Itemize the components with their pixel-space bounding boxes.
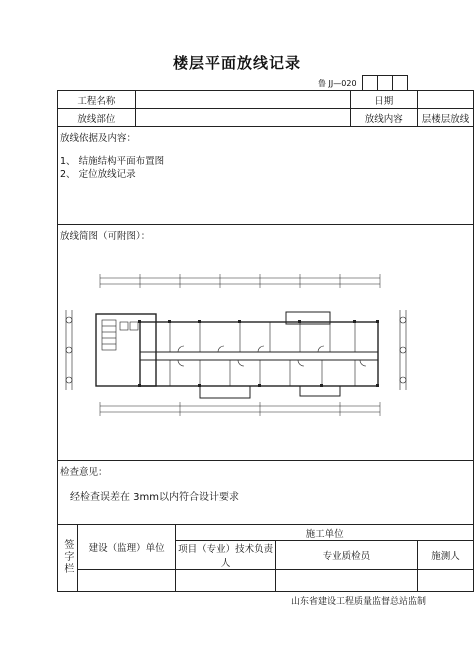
supervisor-sign-field[interactable] [77,570,176,592]
tech-lead-sign-field[interactable] [176,570,275,592]
tech-lead-label: 项目（专业）技术负责人 [176,541,275,570]
code-boxes [363,75,408,91]
location-label: 放线部位 [58,109,136,127]
content-value: 层楼层放线 [417,109,473,127]
inspection-section [58,461,474,525]
qc-sign-field[interactable] [275,570,417,592]
surveyor-label: 施测人 [417,541,473,570]
signature-side-label: 签字栏 [61,538,73,575]
project-name-label: 工程名称 [58,91,136,109]
footer-issuer: 山东省建设工程质量监督总站监制 [290,597,426,607]
basis-item: 1、 结施结构平面布置图 [60,156,165,167]
code-box [362,75,378,91]
basis-label: 放线依据及内容： [60,133,137,144]
location-field[interactable] [135,109,350,127]
basis-list [60,155,164,181]
sketch-label: 放线简图（可附图）： [60,231,151,242]
code-box [392,75,408,91]
signature-side [58,525,78,592]
construction-unit-label: 施工单位 [176,525,474,541]
supervisor-label: 建设（监理）单位 [77,525,176,570]
form-title: 楼层平面放线记录 [172,54,301,72]
date-field[interactable] [417,91,473,109]
surveyor-sign-field[interactable] [417,570,473,592]
project-name-field[interactable] [135,91,350,109]
form-code: 鲁 JJ—020 [318,79,357,88]
basis-item: 2、 定位放线记录 [60,169,136,180]
inspection-text: 经检查误差在 3mm以内符合设计要求 [70,492,240,503]
code-box [377,75,393,91]
qc-label: 专业质检员 [275,541,417,570]
date-label: 日期 [350,91,417,109]
content-label: 放线内容 [350,109,417,127]
floor-plan-drawing [60,270,412,420]
inspection-label: 检查意见： [60,467,108,478]
basis-section [58,127,474,225]
